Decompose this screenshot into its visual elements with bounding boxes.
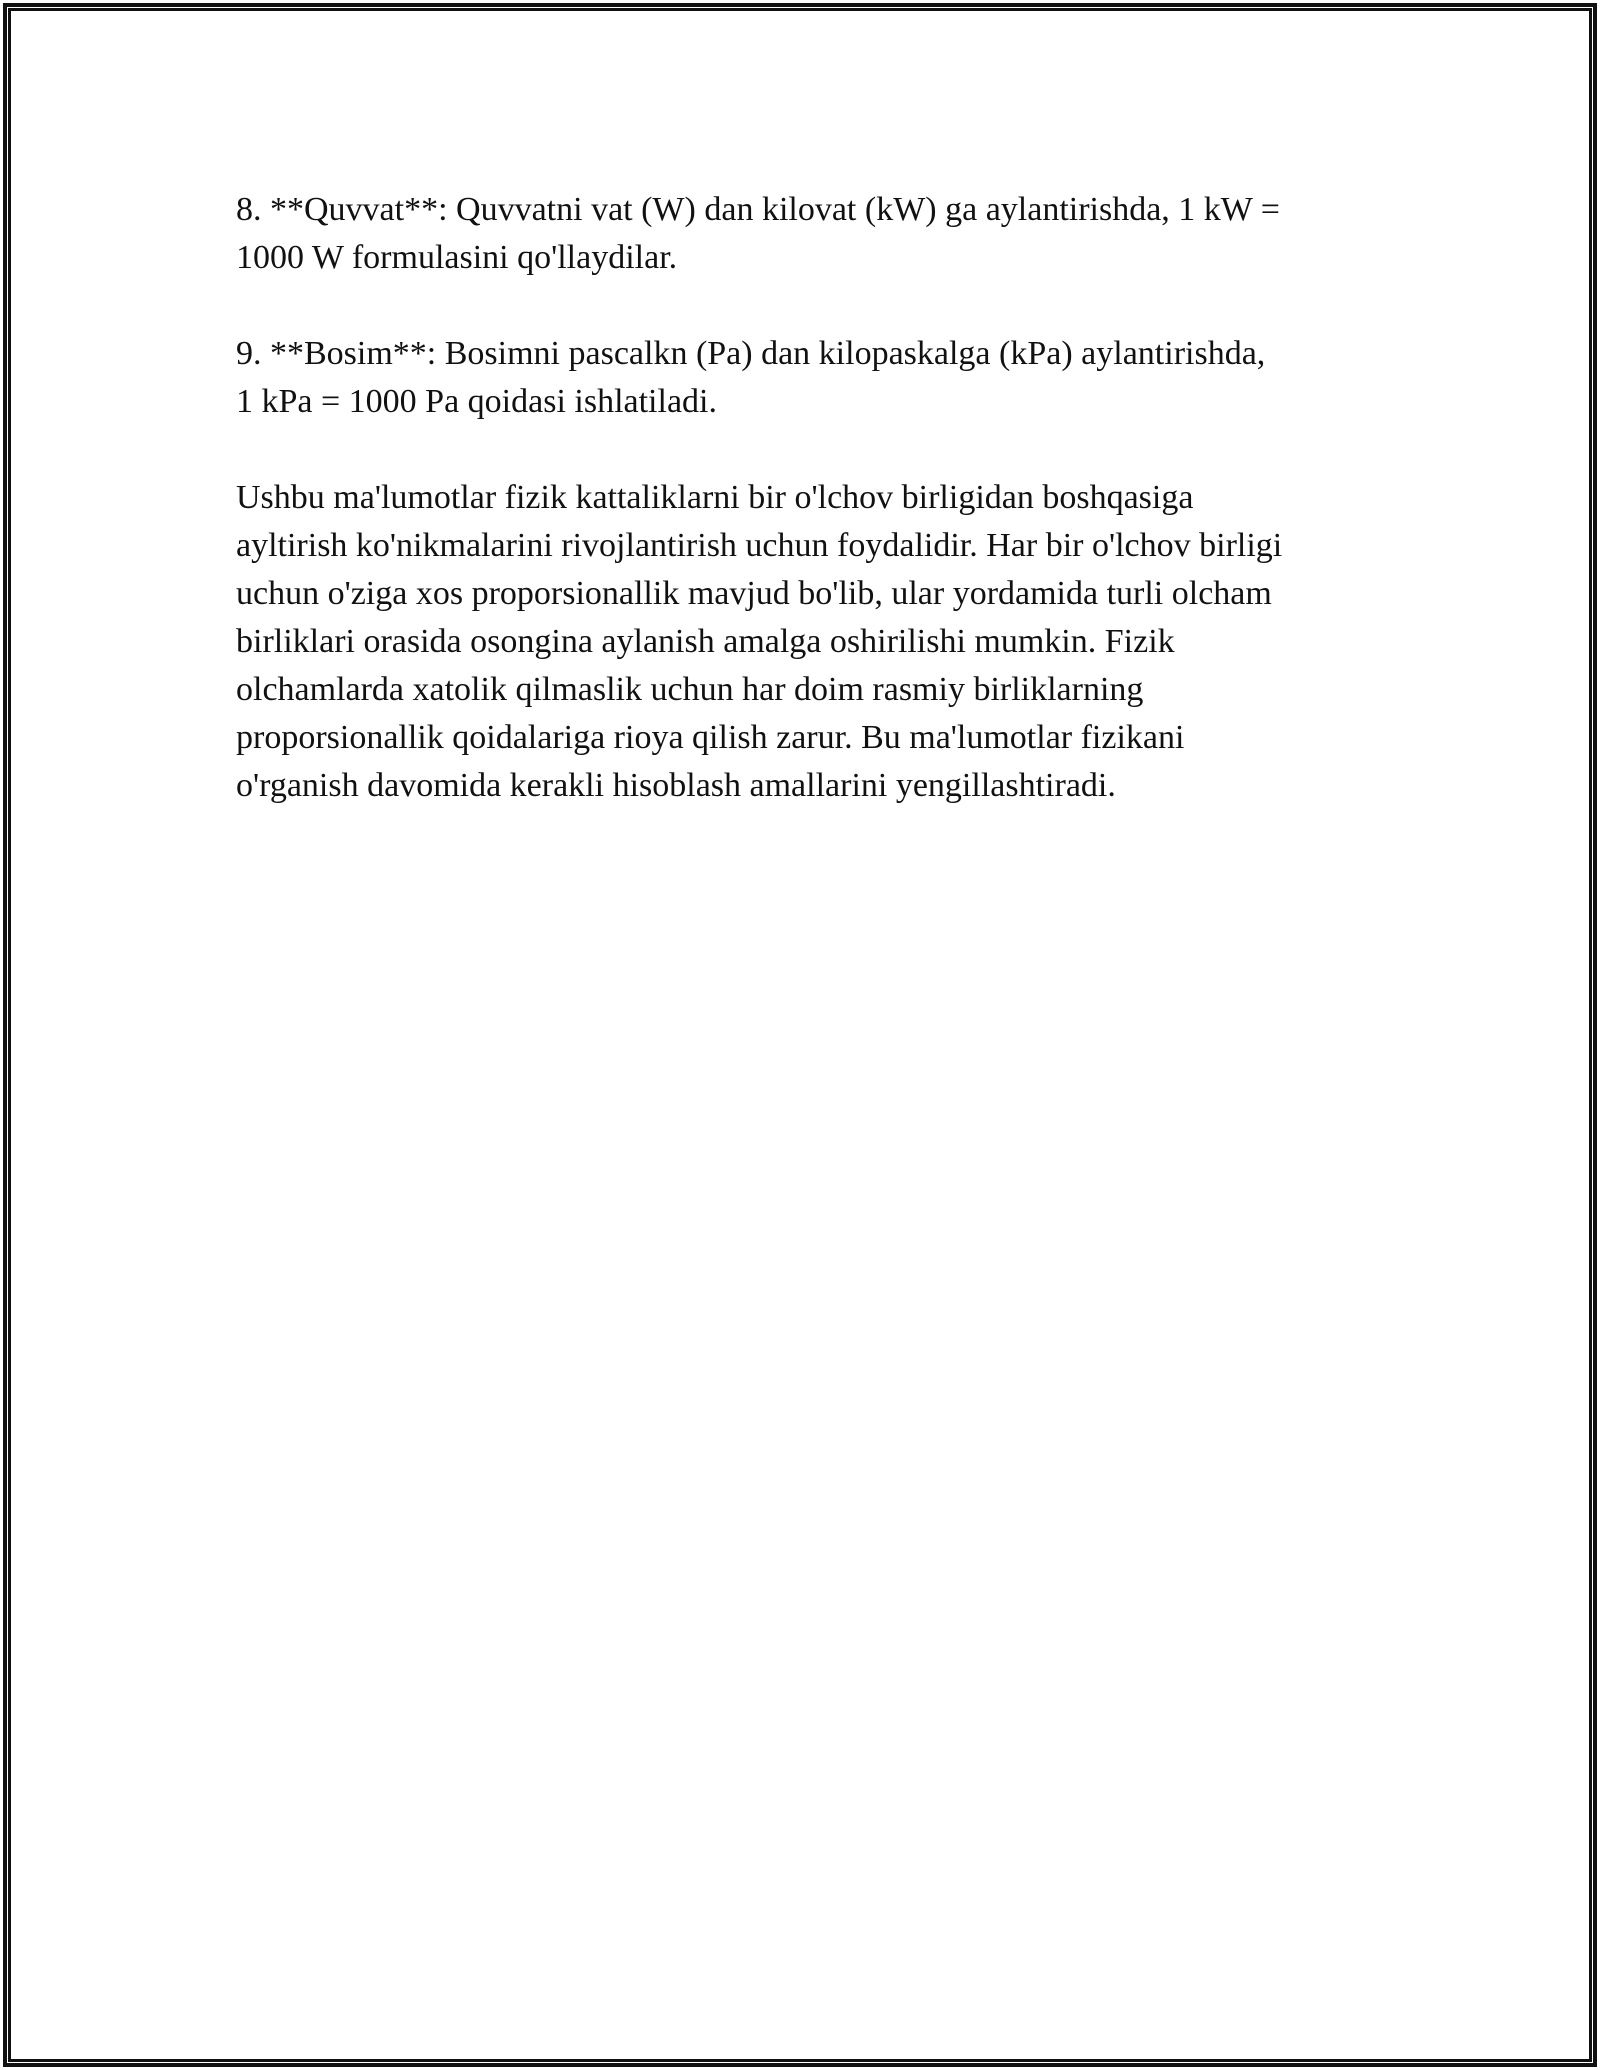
text-line: proporsionallik qoidalariga rioya qilish zarur. Bu ma'lumotlar fizikani xyxy=(236,719,1185,756)
text-line: 1000 W formulasini qo'llaydilar. xyxy=(236,239,678,276)
paragraph-bosim xyxy=(236,330,1376,426)
text-line: birliklari orasida osongina aylanish amalga oshirilishi mumkin. Fizik xyxy=(236,623,1175,660)
text-line: 8. **Quvvat**: Quvvatni vat (W) dan kilovat (kW) ga aylantirishda, 1 kW = xyxy=(236,191,1280,228)
text-line: ayltirish ko'nikmalarini rivojlantirish uchun foydalidir. Har bir o'lchov birligi xyxy=(236,527,1283,564)
text-line: olchamlarda xatolik qilmaslik uchun har doim rasmiy birliklarning xyxy=(236,671,1144,708)
text-line: 1 kPa = 1000 Pa qoidasi ishlatiladi. xyxy=(236,383,717,420)
paragraph-summary xyxy=(236,474,1376,810)
document-body xyxy=(236,186,1376,858)
paragraph-quvvat xyxy=(236,186,1376,282)
text-line: 9. **Bosim**: Bosimni pascalkn (Pa) dan kilopaskalga (kPa) aylantirishda, xyxy=(236,335,1266,372)
text-line: uchun o'ziga xos proporsionallik mavjud bo'lib, ular yordamida turli olcham xyxy=(236,575,1272,612)
text-line: o'rganish davomida kerakli hisoblash amallarini yengillashtiradi. xyxy=(236,767,1116,804)
text-line: Ushbu ma'lumotlar fizik kattaliklarni bir o'lchov birligidan boshqasiga xyxy=(236,479,1194,516)
